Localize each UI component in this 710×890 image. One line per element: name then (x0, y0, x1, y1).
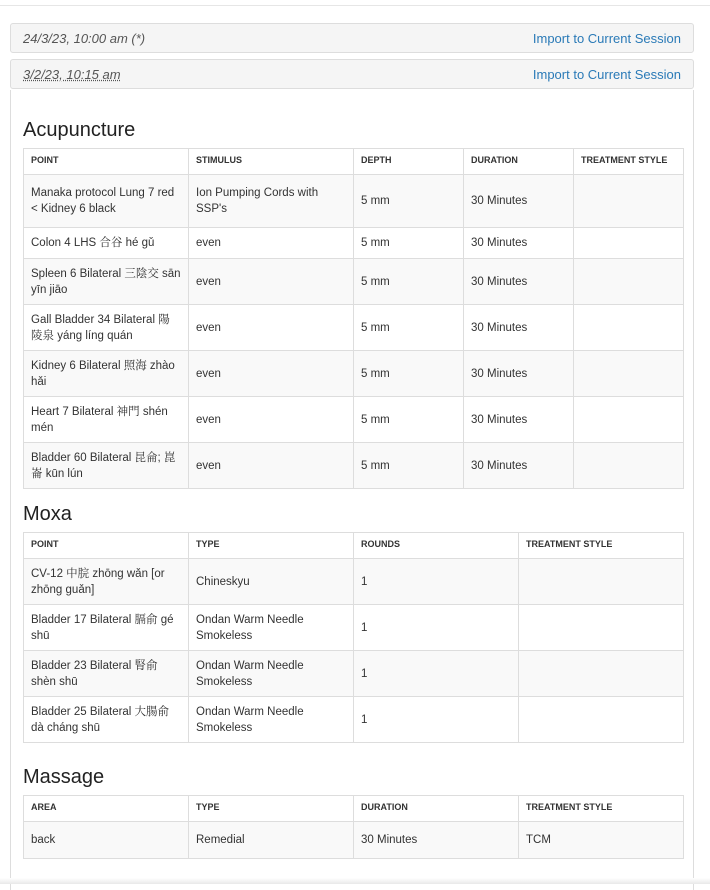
acupuncture-title: Acupuncture (23, 119, 136, 141)
table-row (24, 351, 684, 397)
table-cell: Spleen 6 Bilateral 三陰交 sān yīn jiāo (24, 259, 189, 305)
table-cell: Bladder 25 Bilateral 大腸俞 dà cháng shū (24, 697, 189, 743)
table-cell: even (189, 228, 354, 259)
table-cell: 1 (354, 697, 519, 743)
column-header: STIMULUS (189, 149, 354, 175)
massage-table (23, 795, 684, 859)
session-header-2[interactable] (10, 59, 694, 89)
table-cell: Bladder 23 Bilateral 腎俞 shèn shū (24, 651, 189, 697)
table-cell: even (189, 259, 354, 305)
table-cell (519, 697, 684, 743)
column-header: AREA (24, 796, 189, 822)
table-cell: 30 Minutes (464, 397, 574, 443)
table-cell: even (189, 305, 354, 351)
table-cell: even (189, 351, 354, 397)
table-header-row (24, 796, 684, 822)
table-cell (519, 559, 684, 605)
table-cell: back (24, 822, 189, 859)
table-cell (574, 305, 684, 351)
table-cell: 5 mm (354, 305, 464, 351)
table-cell: 30 Minutes (354, 822, 519, 859)
table-cell: 5 mm (354, 259, 464, 305)
moxa-title: Moxa (23, 503, 72, 525)
table-cell: Kidney 6 Bilateral 照海 zhào hǎi (24, 351, 189, 397)
table-cell: 30 Minutes (464, 259, 574, 305)
table-cell: TCM (519, 822, 684, 859)
column-header: TREATMENT STYLE (519, 796, 684, 822)
table-cell (574, 351, 684, 397)
table-header-row (24, 149, 684, 175)
table-cell: 1 (354, 559, 519, 605)
column-header: TREATMENT STYLE (519, 533, 684, 559)
column-header: ROUNDS (354, 533, 519, 559)
table-cell: Manaka protocol Lung 7 red < Kidney 6 black (24, 175, 189, 228)
table-row (24, 443, 684, 489)
acupuncture-table (23, 148, 684, 489)
moxa-table (23, 532, 684, 743)
table-cell: Ondan Warm Needle Smokeless (189, 605, 354, 651)
table-cell: CV-12 中脘 zhōng wǎn [or zhōng guǎn] (24, 559, 189, 605)
table-header-row (24, 533, 684, 559)
table-cell: even (189, 443, 354, 489)
table-cell (574, 259, 684, 305)
table-cell: even (189, 397, 354, 443)
import-to-current-session-link[interactable]: Import to Current Session (532, 67, 681, 82)
table-cell: 5 mm (354, 397, 464, 443)
table-cell: 5 mm (354, 228, 464, 259)
table-cell: 1 (354, 651, 519, 697)
column-header: DURATION (464, 149, 574, 175)
table-row (24, 697, 684, 743)
table-row (24, 651, 684, 697)
session-date: 3/2/23, 10:15 am (23, 67, 121, 82)
table-cell: 30 Minutes (464, 351, 574, 397)
table-cell: Gall Bladder 34 Bilateral 陽陵泉 yáng líng quán (24, 305, 189, 351)
top-divider (0, 5, 710, 6)
table-cell (574, 175, 684, 228)
table-cell: Ondan Warm Needle Smokeless (189, 697, 354, 743)
column-header: POINT (24, 533, 189, 559)
table-cell: Ion Pumping Cords with SSP's (189, 175, 354, 228)
massage-title: Massage (23, 766, 105, 788)
table-row (24, 175, 684, 228)
column-header: TREATMENT STYLE (574, 149, 684, 175)
table-cell (574, 228, 684, 259)
session-date: 24/3/23, 10:00 am (*) (23, 31, 146, 46)
table-cell (519, 605, 684, 651)
column-header: DEPTH (354, 149, 464, 175)
table-row (24, 605, 684, 651)
column-header: POINT (24, 149, 189, 175)
column-header: TYPE (189, 796, 354, 822)
table-cell: 1 (354, 605, 519, 651)
import-to-current-session-link[interactable]: Import to Current Session (532, 31, 681, 46)
table-row (24, 259, 684, 305)
column-header: DURATION (354, 796, 519, 822)
table-row (24, 397, 684, 443)
table-cell: 30 Minutes (464, 228, 574, 259)
table-cell: Remedial (189, 822, 354, 859)
table-cell: 5 mm (354, 175, 464, 228)
table-cell: Heart 7 Bilateral 神門 shén mén (24, 397, 189, 443)
session-header-1[interactable] (10, 23, 694, 53)
table-cell (519, 651, 684, 697)
table-cell: 5 mm (354, 443, 464, 489)
bottom-shadow (0, 878, 710, 884)
table-cell: 30 Minutes (464, 305, 574, 351)
table-cell: Bladder 60 Bilateral 昆侖; 崑崙 kūn lún (24, 443, 189, 489)
table-cell: Bladder 17 Bilateral 膈俞 gé shū (24, 605, 189, 651)
table-cell: Colon 4 LHS 合谷 hé gǔ (24, 228, 189, 259)
table-cell (574, 397, 684, 443)
table-cell: Ondan Warm Needle Smokeless (189, 651, 354, 697)
table-cell: 30 Minutes (464, 443, 574, 489)
column-header: TYPE (189, 533, 354, 559)
table-cell (574, 443, 684, 489)
table-row (24, 822, 684, 859)
table-cell: 30 Minutes (464, 175, 574, 228)
table-row (24, 559, 684, 605)
table-cell: 5 mm (354, 351, 464, 397)
table-cell: Chineskyu (189, 559, 354, 605)
table-row (24, 228, 684, 259)
table-row (24, 305, 684, 351)
